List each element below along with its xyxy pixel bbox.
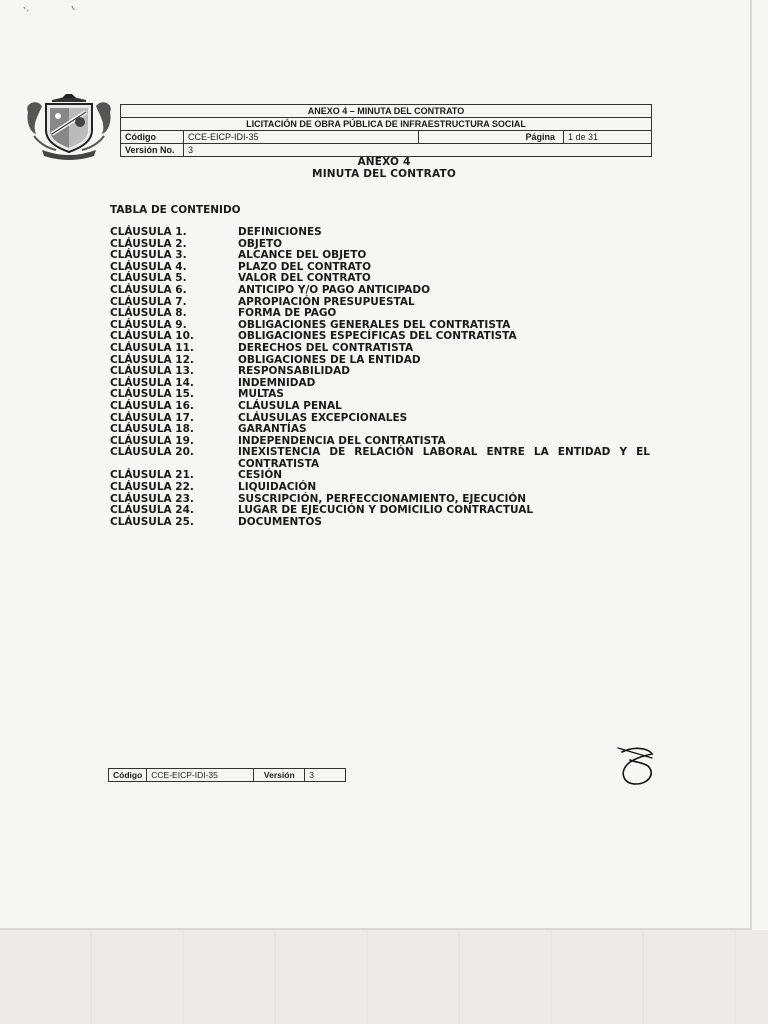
toc-title: APROPIACIÓN PRESUPUESTAL [238,295,415,308]
toc-title: CLÁUSULA PENAL [238,399,342,412]
toc-title: OBLIGACIONES GENERALES DEL CONTRATISTA [238,318,511,331]
toc-clause: CLÁUSULA 5. [110,272,187,285]
toc-title: OBLIGACIONES DE LA ENTIDAD [238,353,421,366]
toc-title: INDEMNIDAD [238,376,316,389]
toc-clause: CLÁUSULA 6. [110,283,187,296]
header-page-value: 1 de 31 [568,132,599,142]
toc-clause: CLÁUSULA 1. [110,226,187,238]
toc-clause: CLÁUSULA 17. [110,411,194,424]
scanner-background [0,930,768,1024]
toc-clause: CLÁUSULA 18. [110,423,194,436]
toc-title: PLAZO DEL CONTRATO [238,260,372,273]
toc-title: OBJETO [238,237,283,250]
table-of-contents [110,227,650,528]
toc-clause: CLÁUSULA 14. [110,376,194,389]
header-tender: LICITACIÓN DE OBRA PÚBLICA DE INFRAESTRUCTURA SOCIAL [246,119,526,129]
header-version-label: Versión No. [121,144,184,156]
toc-title: FORMA DE PAGO [238,307,337,320]
header-code-row [121,131,651,144]
toc-clause: CLÁUSULA 12. [110,353,194,366]
header-annex: ANEXO 4 – MINUTA DEL CONTRATO [307,106,465,116]
toc-item [110,239,650,251]
toc-clause: CLÁUSULA 25. [110,515,194,528]
toc-item [110,366,650,378]
coat-of-arms-icon [22,94,116,160]
toc-clause: CLÁUSULA 8. [110,307,187,320]
footer-table [108,768,346,782]
toc-item [110,482,650,494]
toc-title: VALOR DEL CONTRATO [238,272,371,285]
toc-item [110,308,650,320]
toc-clause: CLÁUSULA 7. [110,295,187,308]
header-tender-row [121,118,651,131]
toc-title: CLÁUSULAS EXCEPCIONALES [238,411,408,424]
toc-heading: TABLA DE CONTENIDO [110,204,241,216]
toc-clause: CLÁUSULA 23. [110,492,194,505]
toc-clause: CLÁUSULA 19. [110,434,194,447]
header-annex-row [121,105,651,118]
toc-title: DERECHOS DEL CONTRATISTA [238,341,414,354]
signature-icon [612,744,660,788]
toc-item [110,262,650,274]
toc-clause: CLÁUSULA 24. [110,504,194,517]
footer-version-value: 3 [309,770,315,780]
toc-item [110,343,650,355]
toc-title: ALCANCE DEL OBJETO [238,249,367,262]
header-code-label: Código [121,131,184,143]
header-table [120,104,652,157]
toc-clause: CLÁUSULA 21. [110,469,194,482]
toc-title: INEXISTENCIA DE RELACIÓN LABORAL ENTRE LA ENTIDAD Y EL [238,446,650,459]
toc-item [110,517,650,529]
toc-title: GARANTÍAS [238,423,307,436]
page-edge-bottom [0,928,752,930]
toc-title: LIQUIDACIÓN [238,481,317,494]
toc-clause: CLÁUSULA 9. [110,318,187,331]
toc-clause: CLÁUSULA 11. [110,341,194,354]
footer-code-value: CCE-EICP-IDI-35 [147,769,254,781]
toc-title: SUSCRIPCIÓN, PERFECCIONAMIENTO, EJECUCIÓN [238,492,527,505]
header-code-value: CCE-EICP-IDI-35 [184,131,419,143]
toc-title: CESIÓN [238,469,283,482]
document-title-line1: ANEXO 4 [357,156,411,168]
toc-item [110,401,650,413]
toc-title: DEFINICIONES [238,226,322,238]
header-version-value: 3 [188,145,194,155]
toc-item [110,250,650,262]
toc-title: DOCUMENTOS [238,515,322,528]
toc-title: INDEPENDENCIA DEL CONTRATISTA [238,434,446,447]
toc-clause: CLÁUSULA 4. [110,260,187,273]
document-title-line2: MINUTA DEL CONTRATO [312,168,456,180]
toc-title: ANTICIPO Y/O PAGO ANTICIPADO [238,283,431,296]
toc-item [110,447,650,459]
footer-code-label: Código [109,769,147,781]
toc-clause: CLÁUSULA 2. [110,237,187,250]
scan-marks-icon [20,4,80,18]
toc-item [110,297,650,309]
toc-clause: CLÁUSULA 3. [110,249,187,262]
header-page-label: Página [419,131,564,143]
toc-item [110,424,650,436]
toc-item [110,227,650,239]
toc-clause: CLÁUSULA 22. [110,481,194,494]
toc-title: LUGAR DE EJECUCIÓN Y DOMICILIO CONTRACTUAL [238,504,534,517]
toc-clause: CLÁUSULA 13. [110,365,194,378]
footer-version-label: Versión [254,769,305,781]
toc-title: MULTAS [238,388,284,401]
toc-clause: CLÁUSULA 15. [110,388,194,401]
toc-title: OBLIGACIONES ESPECÍFICAS DEL CONTRATISTA [238,330,517,343]
toc-clause: CLÁUSULA 10. [110,330,194,343]
toc-title-continuation: CONTRATISTA [238,457,320,470]
toc-clause: CLÁUSULA 16. [110,399,194,412]
toc-clause: CLÁUSULA 20. [110,446,194,459]
header-version-row [121,144,651,156]
page-edge-right [750,0,752,930]
toc-title: RESPONSABILIDAD [238,365,350,378]
toc-item [110,285,650,297]
